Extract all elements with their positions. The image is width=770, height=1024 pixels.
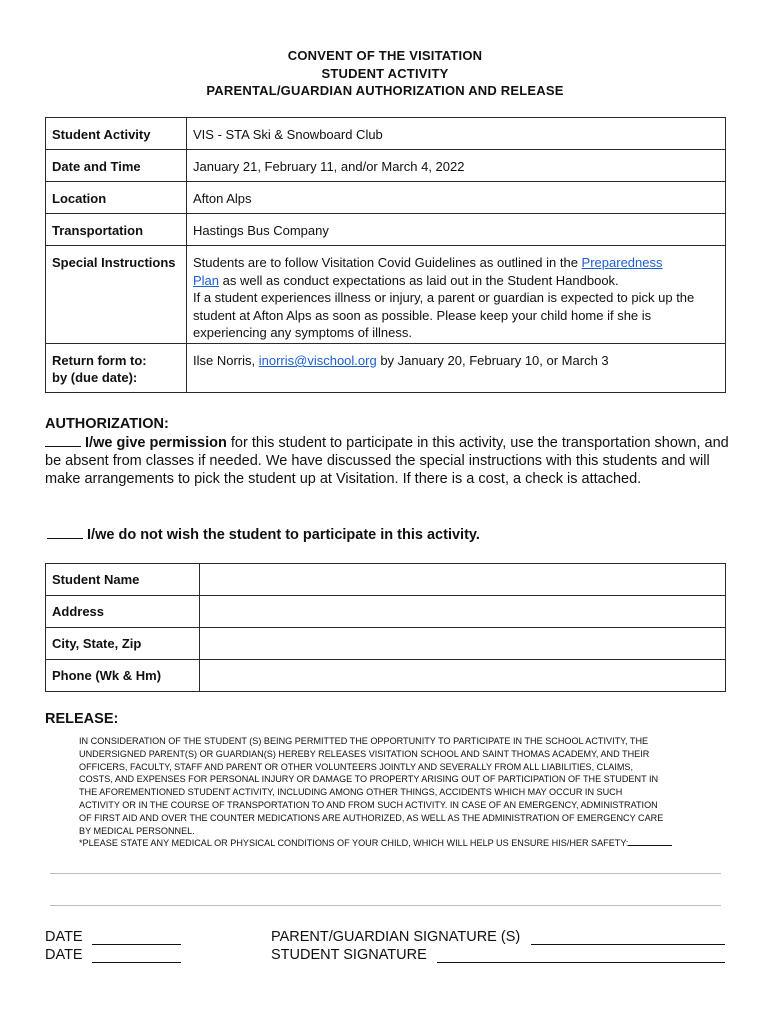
permission-text: for this student to participate in this activity, use the transportation shown, and be absent from classes if needed. We have discussed the special instructions with this students and will make arrangements to pick the student up at Visitation. If there is a cost, a check is attached.: [45, 435, 729, 488]
date-label: DATE: [45, 929, 83, 945]
preparedness-link[interactable]: Preparedness: [581, 255, 663, 270]
medical-conditions-line[interactable]: [50, 905, 721, 906]
no-permission-blank[interactable]: [47, 538, 83, 539]
date-signature-line[interactable]: [92, 962, 181, 963]
permission-blank[interactable]: [45, 446, 81, 447]
address-field[interactable]: [200, 596, 726, 628]
return-contact-name: Ilse Norris,: [193, 353, 259, 368]
no-permission-text: I/we do not wish the student to participate in this activity.: [87, 527, 480, 543]
location-label: Location: [46, 182, 187, 214]
return-label-line2: by (due date):: [52, 370, 138, 385]
student-name-field[interactable]: [200, 564, 726, 596]
city-state-zip-field[interactable]: [200, 628, 726, 660]
table-row: [46, 344, 726, 393]
activity-table: [45, 117, 726, 393]
release-line: IN CONSIDERATION OF THE STUDENT (S) BEING PERMITTED THE OPPORTUNITY TO PARTICIPATE IN THE SCHOOL ACTIVITY, THE: [79, 736, 649, 746]
parent-signature-line[interactable]: [531, 944, 725, 945]
illness-text: If a student experiences illness or injury, a parent or guardian is expected to pick up the student at Afton Alps as soon as possible. Please keep your child home if she is experiencing any symptoms of illness.: [193, 290, 695, 340]
phone-label: Phone (Wk & Hm): [46, 660, 200, 692]
table-row: [46, 214, 726, 246]
transportation-label: Transportation: [46, 214, 187, 246]
return-due-dates: by January 20, February 10, or March 3: [376, 353, 609, 368]
date-label: DATE: [45, 947, 83, 963]
address-label: Address: [46, 596, 200, 628]
table-row: [46, 660, 726, 692]
student-activity-value: VIS - STA Ski & Snowboard Club: [187, 118, 726, 150]
student-activity-label: Student Activity: [46, 118, 187, 150]
special-text: as well as conduct expectations as laid out in the Student Handbook.: [219, 272, 619, 288]
form-title: PARENTAL/GUARDIAN AUTHORIZATION AND RELEASE: [206, 83, 564, 98]
release-line: OFFICERS, FACULTY, STAFF AND PARENT OR OTHER VOLUNTEERS JOINTLY AND SEVERALLY FROM ALL LIABILITIES, CLAIMS,: [79, 761, 634, 772]
date-time-label: Date and Time: [46, 150, 187, 182]
return-form-value: [187, 344, 726, 393]
student-signature-label: STUDENT SIGNATURE: [271, 947, 427, 963]
release-title: RELEASE:: [45, 711, 119, 727]
release-text: [79, 735, 729, 850]
release-line: COSTS, AND EXPENSES FOR PERSONAL INJURY OR DAMAGE TO PROPERTY ARISING OUT OF PARTICIPATION OF THE STUDENT IN: [79, 774, 659, 785]
school-name: CONVENT OF THE VISITATION: [287, 48, 483, 63]
form-header: [0, 47, 770, 100]
table-row: [46, 246, 726, 344]
release-line: UNDERSIGNED PARENT(S) OR GUARDIAN(S) HEREBY RELEASES VISITATION SCHOOL AND SAINT THOMAS ACADEMY, AND THEIR: [79, 748, 650, 759]
special-text: Students are to follow Visitation Covid Guidelines as outlined in the: [193, 255, 582, 270]
date-signature-line[interactable]: [92, 944, 181, 945]
medical-conditions-line[interactable]: [50, 873, 721, 874]
permission-bold: I/we give permission: [85, 435, 227, 451]
release-line: ACTIVITY OR IN THE COURSE OF TRANSPORTATION TO AND FROM SUCH ACTIVITY. IN CASE OF AN EMERGENCY, ADMINISTRATION: [79, 799, 658, 810]
release-line: OF FIRST AID AND OVER THE COUNTER MEDICATIONS ARE AUTHORIZED, AS WELL AS THE ADMINISTRATION OF EMERGENCY CARE: [79, 812, 664, 823]
table-row: [46, 182, 726, 214]
special-instructions-label: Special Instructions: [46, 246, 187, 344]
transportation-value: Hastings Bus Company: [187, 214, 726, 246]
parent-signature-label: PARENT/GUARDIAN SIGNATURE (S): [271, 929, 521, 945]
return-form-label: [46, 344, 187, 393]
return-email-link[interactable]: inorris@vischool.org: [258, 353, 377, 368]
form-subtitle: STUDENT ACTIVITY: [321, 65, 449, 81]
release-line: BY MEDICAL PERSONNEL.: [79, 825, 195, 836]
student-info-table: [45, 563, 726, 692]
table-row: [46, 628, 726, 660]
release-line: THE AFOREMENTIONED STUDENT ACTIVITY, INCLUDING AMONG OTHER THINGS, ACCIDENTS WHICH MAY OCCUR IN SUCH: [79, 787, 623, 798]
date-time-value: January 21, February 11, and/or March 4, 2022: [187, 150, 726, 182]
table-row: [46, 150, 726, 182]
table-row: [46, 118, 726, 150]
authorization-title: AUTHORIZATION:: [45, 416, 169, 432]
preparedness-plan-link[interactable]: Plan: [193, 272, 220, 288]
table-row: [46, 596, 726, 628]
return-label-line1: Return form to:: [52, 353, 147, 368]
authorization-permission: [45, 434, 729, 489]
medical-conditions-field[interactable]: [628, 845, 672, 846]
medical-conditions-prompt: [79, 837, 729, 850]
phone-field[interactable]: [200, 660, 726, 692]
location-value: Afton Alps: [187, 182, 726, 214]
no-permission-line: [47, 527, 480, 543]
city-state-zip-label: City, State, Zip: [46, 628, 200, 660]
student-signature-line[interactable]: [437, 962, 725, 963]
table-row: [46, 564, 726, 596]
special-instructions-value: [187, 246, 726, 344]
student-name-label: Student Name: [46, 564, 200, 596]
medical-prompt-text: *PLEASE STATE ANY MEDICAL OR PHYSICAL CONDITIONS OF YOUR CHILD, WHICH WILL HELP US ENSURE HIS/HER SAFETY:: [79, 838, 629, 849]
